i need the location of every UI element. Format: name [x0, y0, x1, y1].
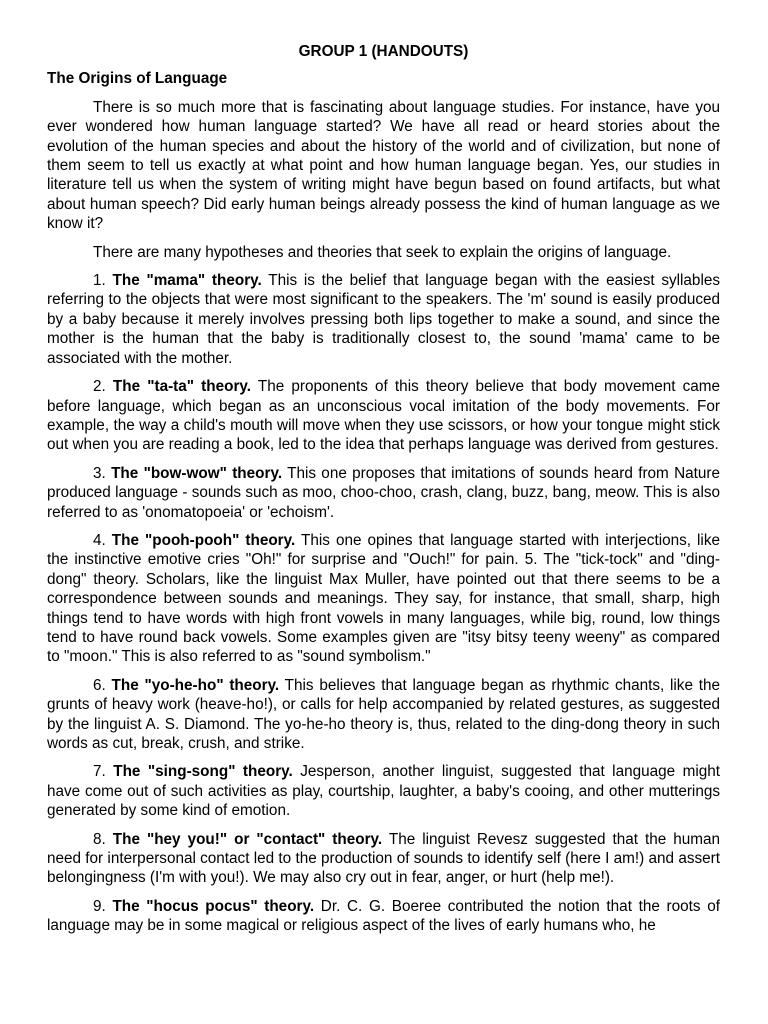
theory-paragraph [47, 676, 720, 754]
theory-name: The "ta-ta" theory. [112, 378, 252, 396]
theory-text: Dr. C. G. Boeree contributed the notion that the roots of language may be in some magical or religious aspect of the lives of early humans who, he [47, 897, 720, 935]
theory-paragraph [47, 377, 720, 455]
theory-name: The "pooh-pooh" theory. [111, 531, 296, 549]
theory-name: The "bow-wow" theory. [111, 464, 283, 482]
theory-name: The "mama" theory. [112, 272, 262, 290]
theory-number: 7. [93, 763, 106, 781]
intro-paragraph: There is so much more that is fascinating about language studies. For instance, have you ever wondered how human language started? We have all read or heard stories about the evolution of the human species and about the history of the world and of civilization, but none of them seem to tell us exactly at what point and how human language began. Yes, our studies in literature tell us when the system of writing might have begun based on found artifacts, but what about human speech? Did early human beings already possess the kind of human language as we know it? [47, 98, 720, 233]
theory-text: Jesperson, another linguist, suggested that language might have come out of such activities as play, courtship, laughter, a baby's cooing, and other mutterings generated by some kind of emotion. [47, 763, 720, 820]
theory-number: 2. [93, 378, 106, 396]
theory-name: The "hocus pocus" theory. [112, 897, 315, 915]
intro-paragraph: There are many hypotheses and theories that seek to explain the origins of language. [93, 243, 672, 261]
theory-number: 8. [93, 830, 106, 848]
theory-number: 4. [93, 531, 106, 549]
document-title: GROUP 1 (HANDOUTS) [298, 43, 469, 60]
theory-name: The "yo-he-ho" theory. [111, 676, 280, 694]
theory-number: 3. [93, 464, 106, 482]
theory-paragraph [47, 464, 720, 522]
theory-number: 1. [93, 272, 106, 290]
theory-text: This is the belief that language began with the easiest syllables referring to the objects that were most significant to the speakers. The 'm' sound is easily produced by a baby because it merely involves pressing both lips together to make a sound, and since the mother is the human that the baby is traditionally closest to, the sound 'mama' came to be associated with the mother. [47, 272, 720, 367]
theory-number: 9. [93, 897, 106, 915]
theory-number: 6. [93, 676, 106, 694]
theory-text: The proponents of this theory believe that body movement came before language, which began as an unconscious vocal imitation of the body movements. For example, the way a child's mouth will move when they use scissors, or how your tongue might stick out when you are reading a book, led to the idea that perhaps language was derived from gestures. [47, 378, 720, 454]
theory-text: This believes that language began as rhythmic chants, like the grunts of heavy work (heave-ho!), or calls for help accompanied by related gestures, as suggested by the linguist A. S. Diamond. The yo-he-ho theory is, thus, related to the ding-dong theory in such words as cut, break, crush, and strike. [47, 676, 720, 752]
theory-text: This one opines that language started with interjections, like the instinctive emotive cries "Oh!" for surprise and "Ouch!" for pain. 5. The "tick-tock" and "ding-dong" theory. Scholars, like the linguist Max Muller, have pointed out that there seems to be a correspondence between sounds and meanings. They say, for instance, that small, sharp, high things tend to have words with high front vowels in many languages, while big, round, low things tend to have round back vowels. Some examples given are "itsy bitsy teeny weeny" as compared to "moon." This is also referred to as "sound symbolism." [47, 531, 720, 666]
theory-text: This one proposes that imitations of sounds heard from Nature produced language - sounds such as moo, choo-choo, crash, clang, buzz, bang, meow. This is also referred to as 'onomatopoeia' or 'echoism'. [47, 464, 721, 521]
theory-paragraph [47, 830, 720, 888]
theory-text: The linguist Revesz suggested that the human need for interpersonal contact led to the production of sounds to identify self (here I am!) and assert belongingness (I'm with you!). We may also cry out in fear, anger, or hurt (help me!). [47, 830, 721, 887]
theory-paragraph [47, 762, 720, 820]
theory-name: The "hey you!" or "contact" theory. [112, 830, 383, 848]
theory-paragraph [47, 271, 720, 368]
section-heading: The Origins of Language [47, 70, 228, 88]
theory-paragraph [47, 897, 720, 936]
theory-paragraph [47, 531, 720, 667]
theory-name: The "sing-song" theory. [113, 763, 293, 781]
